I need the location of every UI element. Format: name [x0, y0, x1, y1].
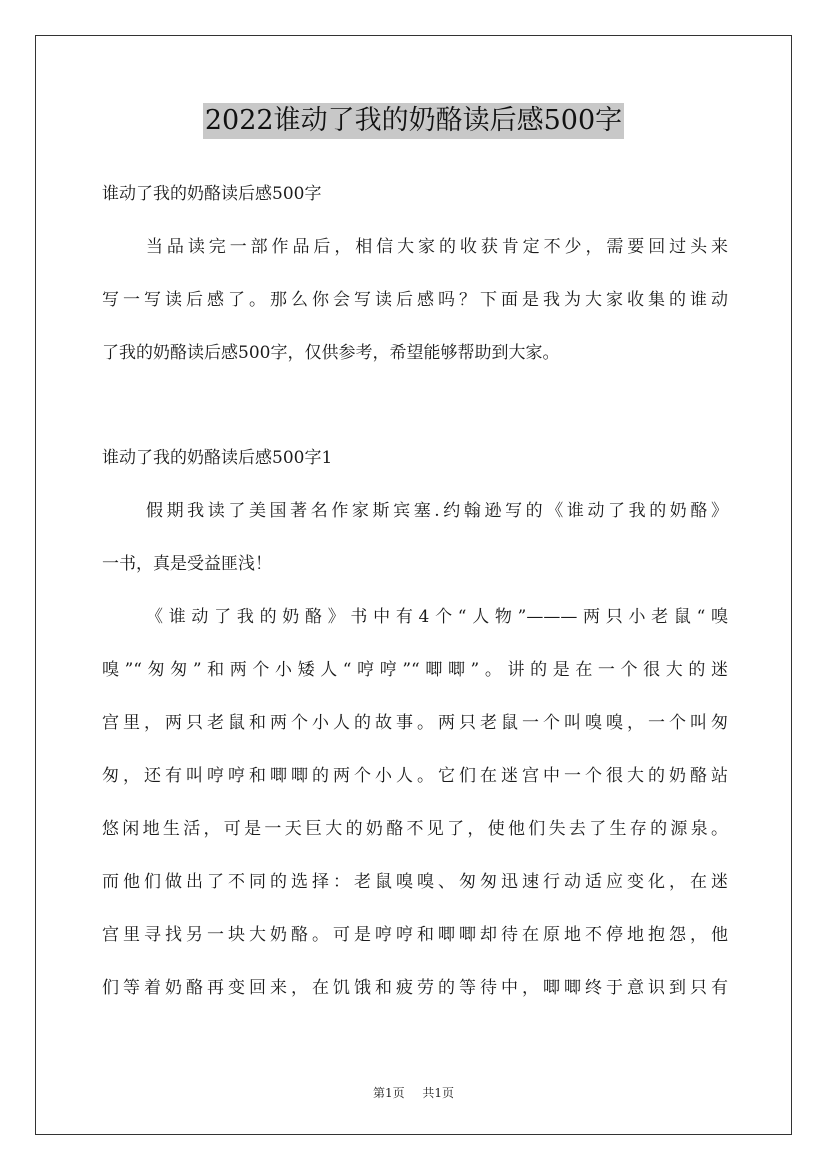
- section-heading: 谁动了我的奶酪读后感500字1: [102, 448, 333, 468]
- paragraph-line: 匆，还有叫哼哼和唧唧的两个小人。它们在迷宫中一个很大的奶酪站: [102, 766, 728, 786]
- paragraph-gap: [102, 384, 728, 436]
- page-number-total: 共1页: [422, 1086, 455, 1100]
- paragraph-line: 写一写读后感了。那么你会写读后感吗？下面是我为大家收集的谁动: [102, 290, 728, 310]
- paragraph-line: 当品读完一部作品后，相信大家的收获肯定不少，需要回过头来: [146, 237, 728, 257]
- paragraph-line: 了我的奶酪读后感500字，仅供参考，希望能够帮助到大家。: [102, 343, 560, 363]
- page-number-current: 第1页: [372, 1086, 405, 1100]
- document-title-text: 2022谁动了我的奶酪读后感500字: [203, 103, 624, 139]
- paragraph-line: 们等着奶酪再变回来，在饥饿和疲劳的等待中，唧唧终于意识到只有: [102, 978, 728, 998]
- paragraph-line: 宫里寻找另一块大奶酪。可是哼哼和唧唧却待在原地不停地抱怨，他: [102, 925, 728, 945]
- paragraph-line: 宫里，两只老鼠和两个小人的故事。两只老鼠一个叫嗅嗅，一个叫匆: [102, 713, 728, 733]
- paragraph-line: 《谁动了我的奶酪》书中有4个“人物”———两只小老鼠“嗅: [146, 607, 728, 627]
- document-body: [102, 172, 728, 1019]
- paragraph-line: 假期我读了美国著名作家斯宾塞.约翰逊写的《谁动了我的奶酪》: [146, 501, 728, 521]
- paragraph-line: 而他们做出了不同的选择：老鼠嗅嗅、匆匆迅速行动适应变化，在迷: [102, 872, 728, 892]
- paragraph-line: 一书，真是受益匪浅！: [102, 554, 272, 574]
- paragraph-line: 嗅”“匆匆”和两个小矮人“哼哼”“唧唧”。讲的是在一个很大的迷: [102, 660, 728, 680]
- paragraph-line: 悠闲地生活，可是一天巨大的奶酪不见了，使他们失去了生存的源泉。: [102, 819, 728, 839]
- document-title: [0, 103, 827, 139]
- page-footer: [0, 1084, 827, 1101]
- section-heading: 谁动了我的奶酪读后感500字: [102, 184, 322, 204]
